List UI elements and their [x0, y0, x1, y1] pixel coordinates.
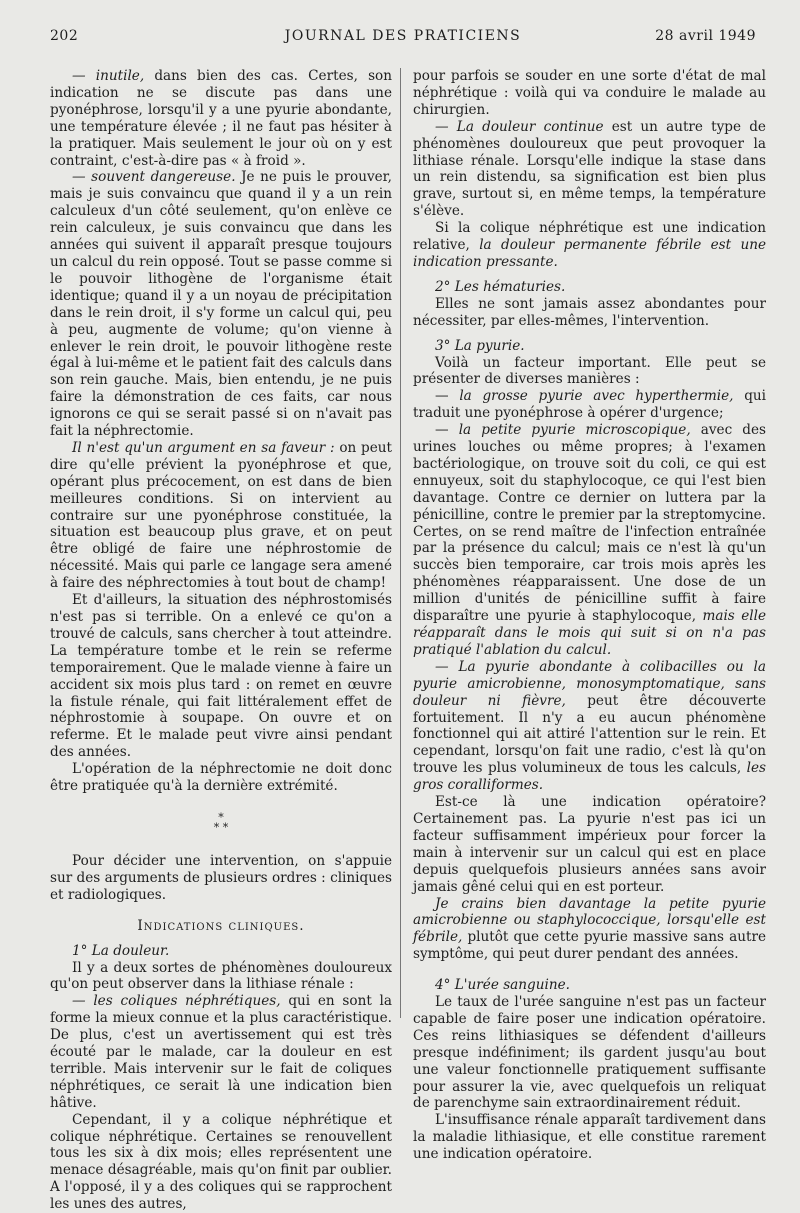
paragraph: Il n'est qu'un argument en sa faveur : on peut dire qu'elle prévient la pyonéphrose et que, opérant plus précocement, on est dans de bien meilleures conditions. Si on intervient au contraire sur une pyonéphrose constituée, la situation est beaucoup plus grave, et on peut être obligé de faire une néphrostomie de nécessité. Mais qui parle ce langage sera amené à faire des néphrectomies à tout bout de champ!: [50, 439, 393, 592]
paragraph: Elles ne sont jamais assez abondantes pour nécessiter, par elles-mêmes, l'intervention.: [413, 295, 766, 329]
paragraph: Le taux de l'urée sanguine n'est pas un facteur capable de faire poser une indication opératoire. Ces reins lithiasiques se défendent d'ailleurs presque indéfiniment; ils gardent jusqu'au bout une valeur fonctionnelle pratiquement suffisante pour assurer la vie, avec quelquefois un reliquat de parenchyme sain extraordinairement réduit.: [413, 994, 766, 1112]
paragraph: L'opération de la néphrectomie ne doit donc être pratiquée qu'à la dernière extrémité.: [50, 761, 392, 795]
column-divider: [400, 68, 401, 1018]
left-column: [50, 68, 392, 1213]
journal-title: JOURNAL DES PRATICIENS: [284, 28, 522, 44]
subsection-heading: 1° La douleur.: [72, 942, 170, 959]
subsection-heading: 4° L'urée sanguine.: [435, 977, 570, 994]
section-heading: Indications cliniques.: [137, 917, 305, 934]
paragraph: — les coliques néphrétiques, qui en sont la forme la mieux connue et la plus caractéristique. De plus, c'est un avertissement qui est très écouté par le malade, car la douleur en est terrible. Mais intervenir sur le fait de coliques néphrétiques, ce serait là une indication bien hâtive.: [50, 993, 392, 1111]
paragraph: pour parfois se souder en une sorte d'état de mal néphrétique : voilà qui va conduire le malade au chirurgien.: [413, 68, 766, 118]
page-number: 202: [50, 28, 79, 44]
paragraph: Est-ce là une indication opératoire? Certainement pas. La pyurie n'est pas ici un facteur suffisamment impérieux pour forcer la main à intervenir sur un calcul qui est en place depuis quelquefois plusieurs années sans avoir jamais gêné celui qui en est porteur.: [413, 794, 766, 895]
paragraph: — La pyurie abondante à colibacilles ou la pyurie amicrobienne, monosymptomatique, sans douleur ni fièvre, peut être découverte fortuitement. Il n'y a eu aucun phénomène fonctionnel qui ait attiré l'attention sur le rein. Et cependant, lorsqu'on fait une radio, c'est là qu'on trouve les plus volumineux de tous les calculs, les gros coralliformes.: [413, 658, 766, 794]
issue-date: 28 avril 1949: [655, 28, 756, 44]
paragraph: — inutile, dans bien des cas. Certes, son indication ne se discute pas dans une pyonéphrose, lorsqu'il y a une pyurie abondante, une température élevée ; il ne faut pas hésiter à la pratiquer. Mais seulement le jour où on y est contraint, c'est-à-dire pas « à froid ».: [50, 68, 393, 169]
paragraph: Voilà un facteur important. Elle peut se présenter de diverses manières :: [413, 354, 766, 388]
section-separator: * * *: [213, 810, 229, 834]
paragraph: L'insuffisance rénale apparaît tardivement dans la maladie lithiasique, et elle constitue rarement une indication opératoire.: [413, 1112, 766, 1163]
paragraph: Pour décider une intervention, on s'appuie sur des arguments de plusieurs ordres : cliniques et radiologiques.: [50, 852, 392, 903]
paragraph: — souvent dangereuse. Je ne puis le prouver, mais je suis convaincu que quand il y a un rein calculeux d'un côté seulement, qu'on enlève ce rein calculeux, je suis convaincu que dans les années qui suivent il apparaît presque toujours un calcul du rein opposé. Tout se passe comme si le pouvoir lithogène de l'organisme était identique; quand il y a un noyau de précipitation dans le rein droit, il s'y forme un calcul qui, peu à peu, augmente de volume; qu'on vienne à enlever le rein droit, le pouvoir lithogène reste égal à lui-même et le patient fait des calculs dans son rein gauche. Mais, bien entendu, je ne puis faire la démonstration de ces faits, car nous ignorons ce qui se serait passé si on n'avait pas fait la néphrectomie.: [50, 169, 392, 440]
paragraph: — la petite pyurie microscopique, avec des urines louches ou même propres; à l'examen bactériologique, on trouve soit du coli, ce qui est ennuyeux, soit du staphylocoque, ce qui l'est bien davantage. Contre ce dernier on luttera par la pénicilline, contre le premier par la streptomycine. Certes, on se rend maître de l'infection entraînée par la présence du calcul; mais ce n'est là qu'un succès bien temporaire, car trois mois après les phénomènes réapparaissent. Une dose de un million d'unités de pénicilline suffit à faire disparaître une pyurie à staphylocoque, mais elle réapparaît dans le mois qui suit si on n'a pas pratiqué l'ablation du calcul.: [413, 422, 767, 658]
paragraph: — la grosse pyurie avec hyperthermie, qui traduit une pyonéphrose à opérer d'urgence;: [413, 388, 766, 422]
paragraph: Il y a deux sortes de phénomènes douloureux qu'on peut observer dans la lithiase rénale :: [50, 959, 392, 993]
running-header: [50, 28, 756, 48]
paragraph: Je crains bien davantage la petite pyurie amicrobienne ou staphylococcique, lorsqu'elle est fébrile, plutôt que cette pyurie massive sans autre symptôme, qui peut durer pendant des années.: [413, 895, 766, 963]
subsection-heading: 3° La pyurie.: [435, 337, 525, 354]
paragraph: Si la colique néphrétique est une indication relative, la douleur permanente fébrile est une indication pressante.: [413, 220, 767, 270]
paragraph: — La douleur continue est un autre type de phénomènes douloureux que peut provoquer la lithiase rénale. Lorsqu'elle indique la stase dans un rein distendu, sa signification est bien plus grave, surtout si, en même temps, la température s'élève.: [413, 118, 766, 220]
subsection-heading: 2° Les hématuries.: [435, 278, 566, 295]
paragraph: Et d'ailleurs, la situation des néphrostomisés n'est pas si terrible. On a enlevé ce qu'on a trouvé de calculs, sans chercher à tout atteindre. La température tombe et le rein se referme temporairement. Que le malade vienne à faire un accident six mois plus tard : on remet en œuvre la fistule rénale, qui fait littéralement effet de néphrostomie à soupape. On ouvre et on referme. Et le malade peut vivre ainsi pendant des années.: [50, 592, 392, 761]
right-column: [413, 68, 766, 1163]
paragraph: Cependant, il y a colique néphrétique et colique néphrétique. Certaines se renouvellent tous les six à dix mois; elles représentent une menace désagréable, mais qu'on finit par oublier. A l'opposé, il y a des coliques qui se rapprochent les unes des autres,: [50, 1111, 392, 1213]
